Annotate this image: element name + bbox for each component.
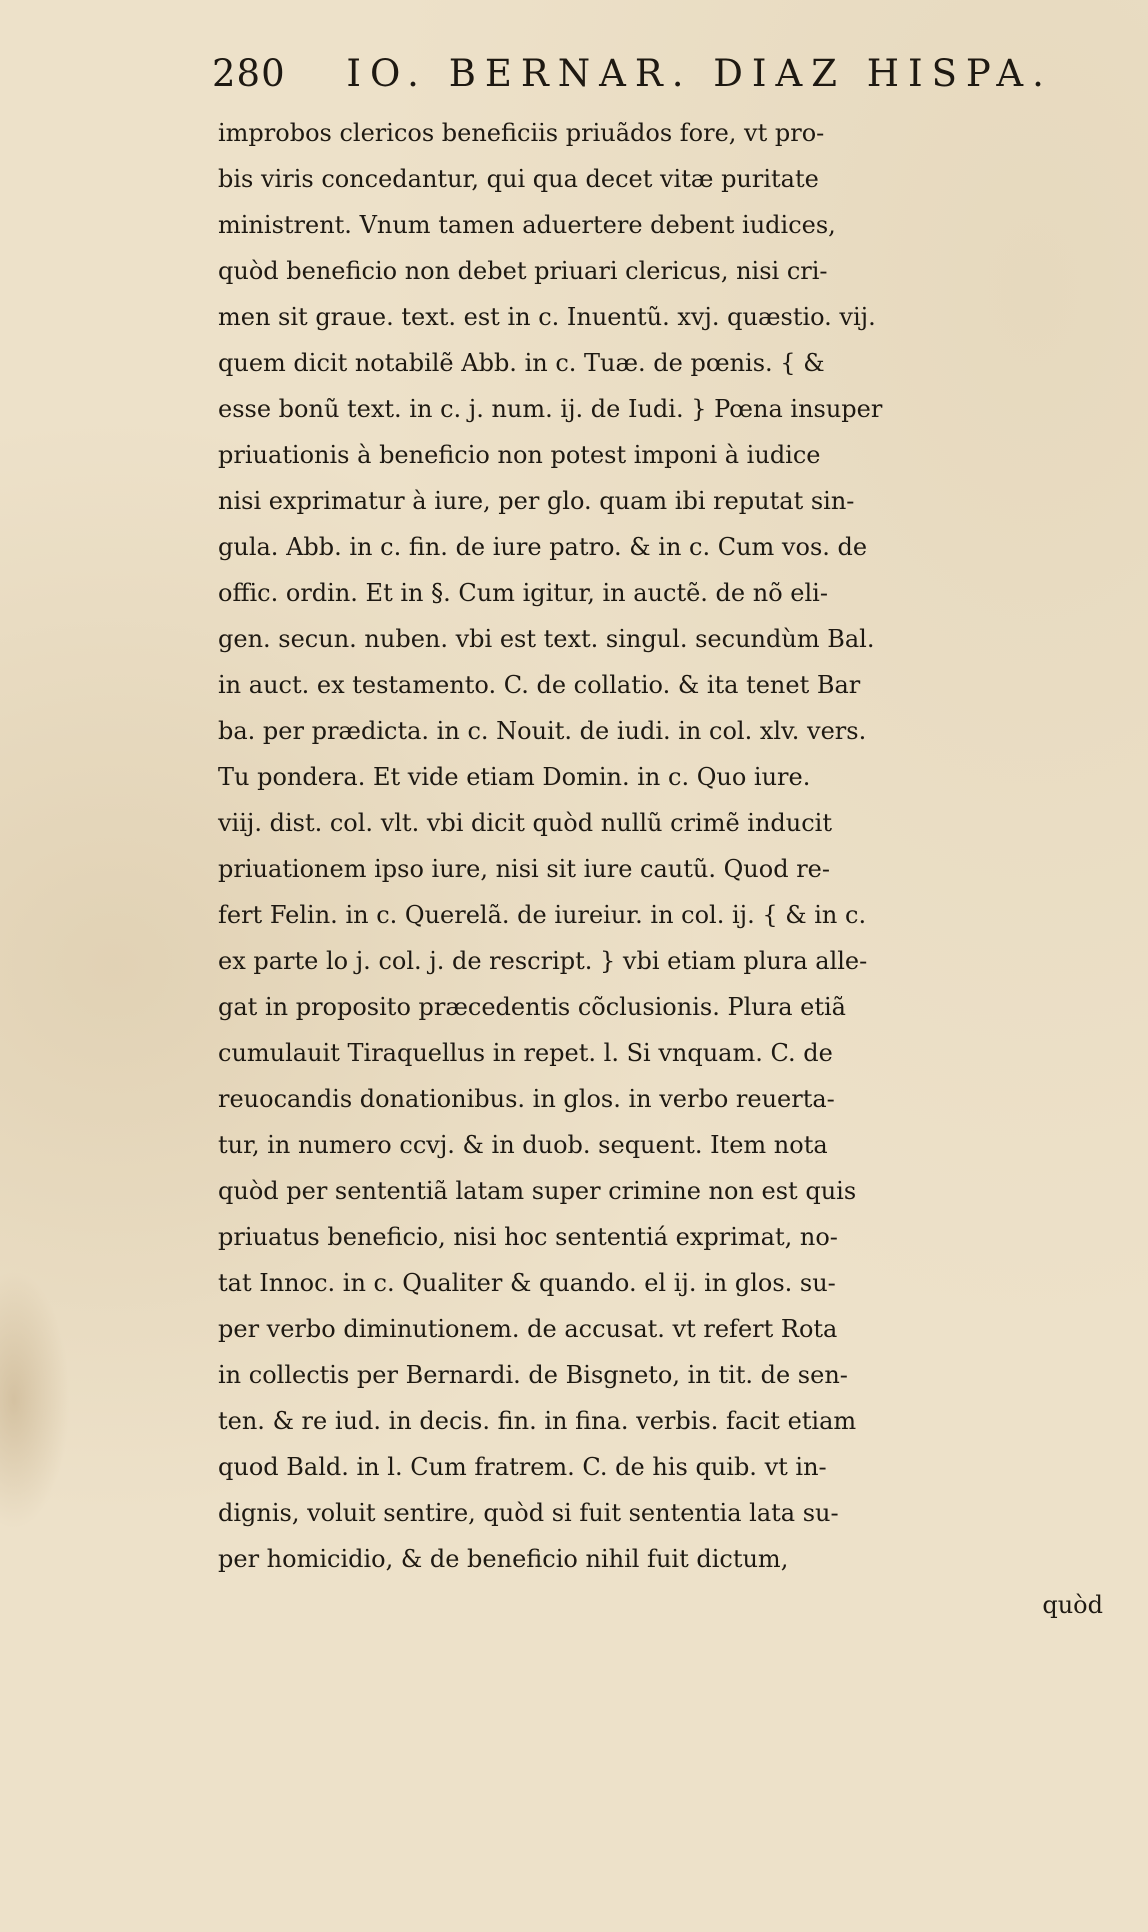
running-header [212,52,1053,95]
text-line: fert Felin. in c. Querelã. de iureiur. in col. ij. { & in c. [218,901,867,929]
text-line: reuocandis donationibus. in glos. in verbo reuerta- [218,1085,835,1113]
text-line: in auct. ex testamento. C. de collatio. & ita tenet Bar [218,671,861,699]
text-line: quem dicit notabilẽ Abb. in c. Tuæ. de pœnis. { & [218,349,825,377]
text-line: ten. & re iud. in decis. fin. in fina. verbis. facit etiam [218,1407,857,1435]
text-line: gat in proposito præcedentis cõclusionis. Plura etiã [218,993,846,1021]
text-line: quòd per sententiã latam super crimine non est quis [218,1177,857,1205]
text-line: per verbo diminutionem. de accusat. vt refert Rota [218,1315,838,1343]
text-line: in collectis per Bernardi. de Bisgneto, in tit. de sen- [218,1361,848,1389]
text-line: viij. dist. col. vlt. vbi dicit quòd nullũ crimẽ inducit [218,809,832,837]
page-number: 280 [212,52,286,95]
text-line: per homicidio, & de beneficio nihil fuit dictum, [218,1545,789,1573]
text-line: improbos clericos beneficiis priuãdos fore, vt pro- [218,119,825,147]
text-line: ex parte lo j. col. j. de rescript. } vbi etiam plura alle- [218,947,868,975]
body-text [218,110,1108,1628]
running-title: IO. BERNAR. DIAZ HISPA. [346,52,1053,95]
text-line: ministrent. Vnum tamen aduertere debent iudices, [218,211,836,239]
text-line: tat Innoc. in c. Qualiter & quando. el ij. in glos. su- [218,1269,836,1297]
text-line: gula. Abb. in c. fin. de iure patro. & in c. Cum vos. de [218,533,868,561]
paper-stain [0,1270,70,1530]
text-line: esse bonũ text. in c. j. num. ij. de Iudi. } Pœna insuper [218,395,883,423]
text-line: men sit graue. text. est in c. Inuentũ. xvj. quæstio. vij. [218,303,876,331]
text-line: quòd beneficio non debet priuari clericus, nisi cri- [218,257,828,285]
text-line: priuationem ipso iure, nisi sit iure cautũ. Quod re- [218,855,830,883]
text-line: bis viris concedantur, qui qua decet vitæ puritate [218,165,819,193]
text-line: quod Bald. in l. Cum fratrem. C. de his quib. vt in- [218,1453,827,1481]
catchword: quòd [1042,1591,1103,1619]
text-line: ba. per prædicta. in c. Nouit. de iudi. in col. xlv. vers. [218,717,867,745]
text-line: gen. secun. nuben. vbi est text. singul. secundùm Bal. [218,625,875,653]
text-line: nisi exprimatur à iure, per glo. quam ibi reputat sin- [218,487,855,515]
text-line: Tu pondera. Et vide etiam Domin. in c. Quo iure. [218,763,811,791]
text-line: priuationis à beneficio non potest imponi à iudice [218,441,821,469]
text-line: priuatus beneficio, nisi hoc sententiá exprimat, no- [218,1223,838,1251]
text-line: tur, in numero ccvj. & in duob. sequent. Item nota [218,1131,828,1159]
text-line: cumulauit Tiraquellus in repet. l. Si vnquam. C. de [218,1039,833,1067]
text-line: offic. ordin. Et in §. Cum igitur, in auctẽ. de nõ eli- [218,579,828,607]
text-line: dignis, voluit sentire, quòd si fuit sententia lata su- [218,1499,839,1527]
